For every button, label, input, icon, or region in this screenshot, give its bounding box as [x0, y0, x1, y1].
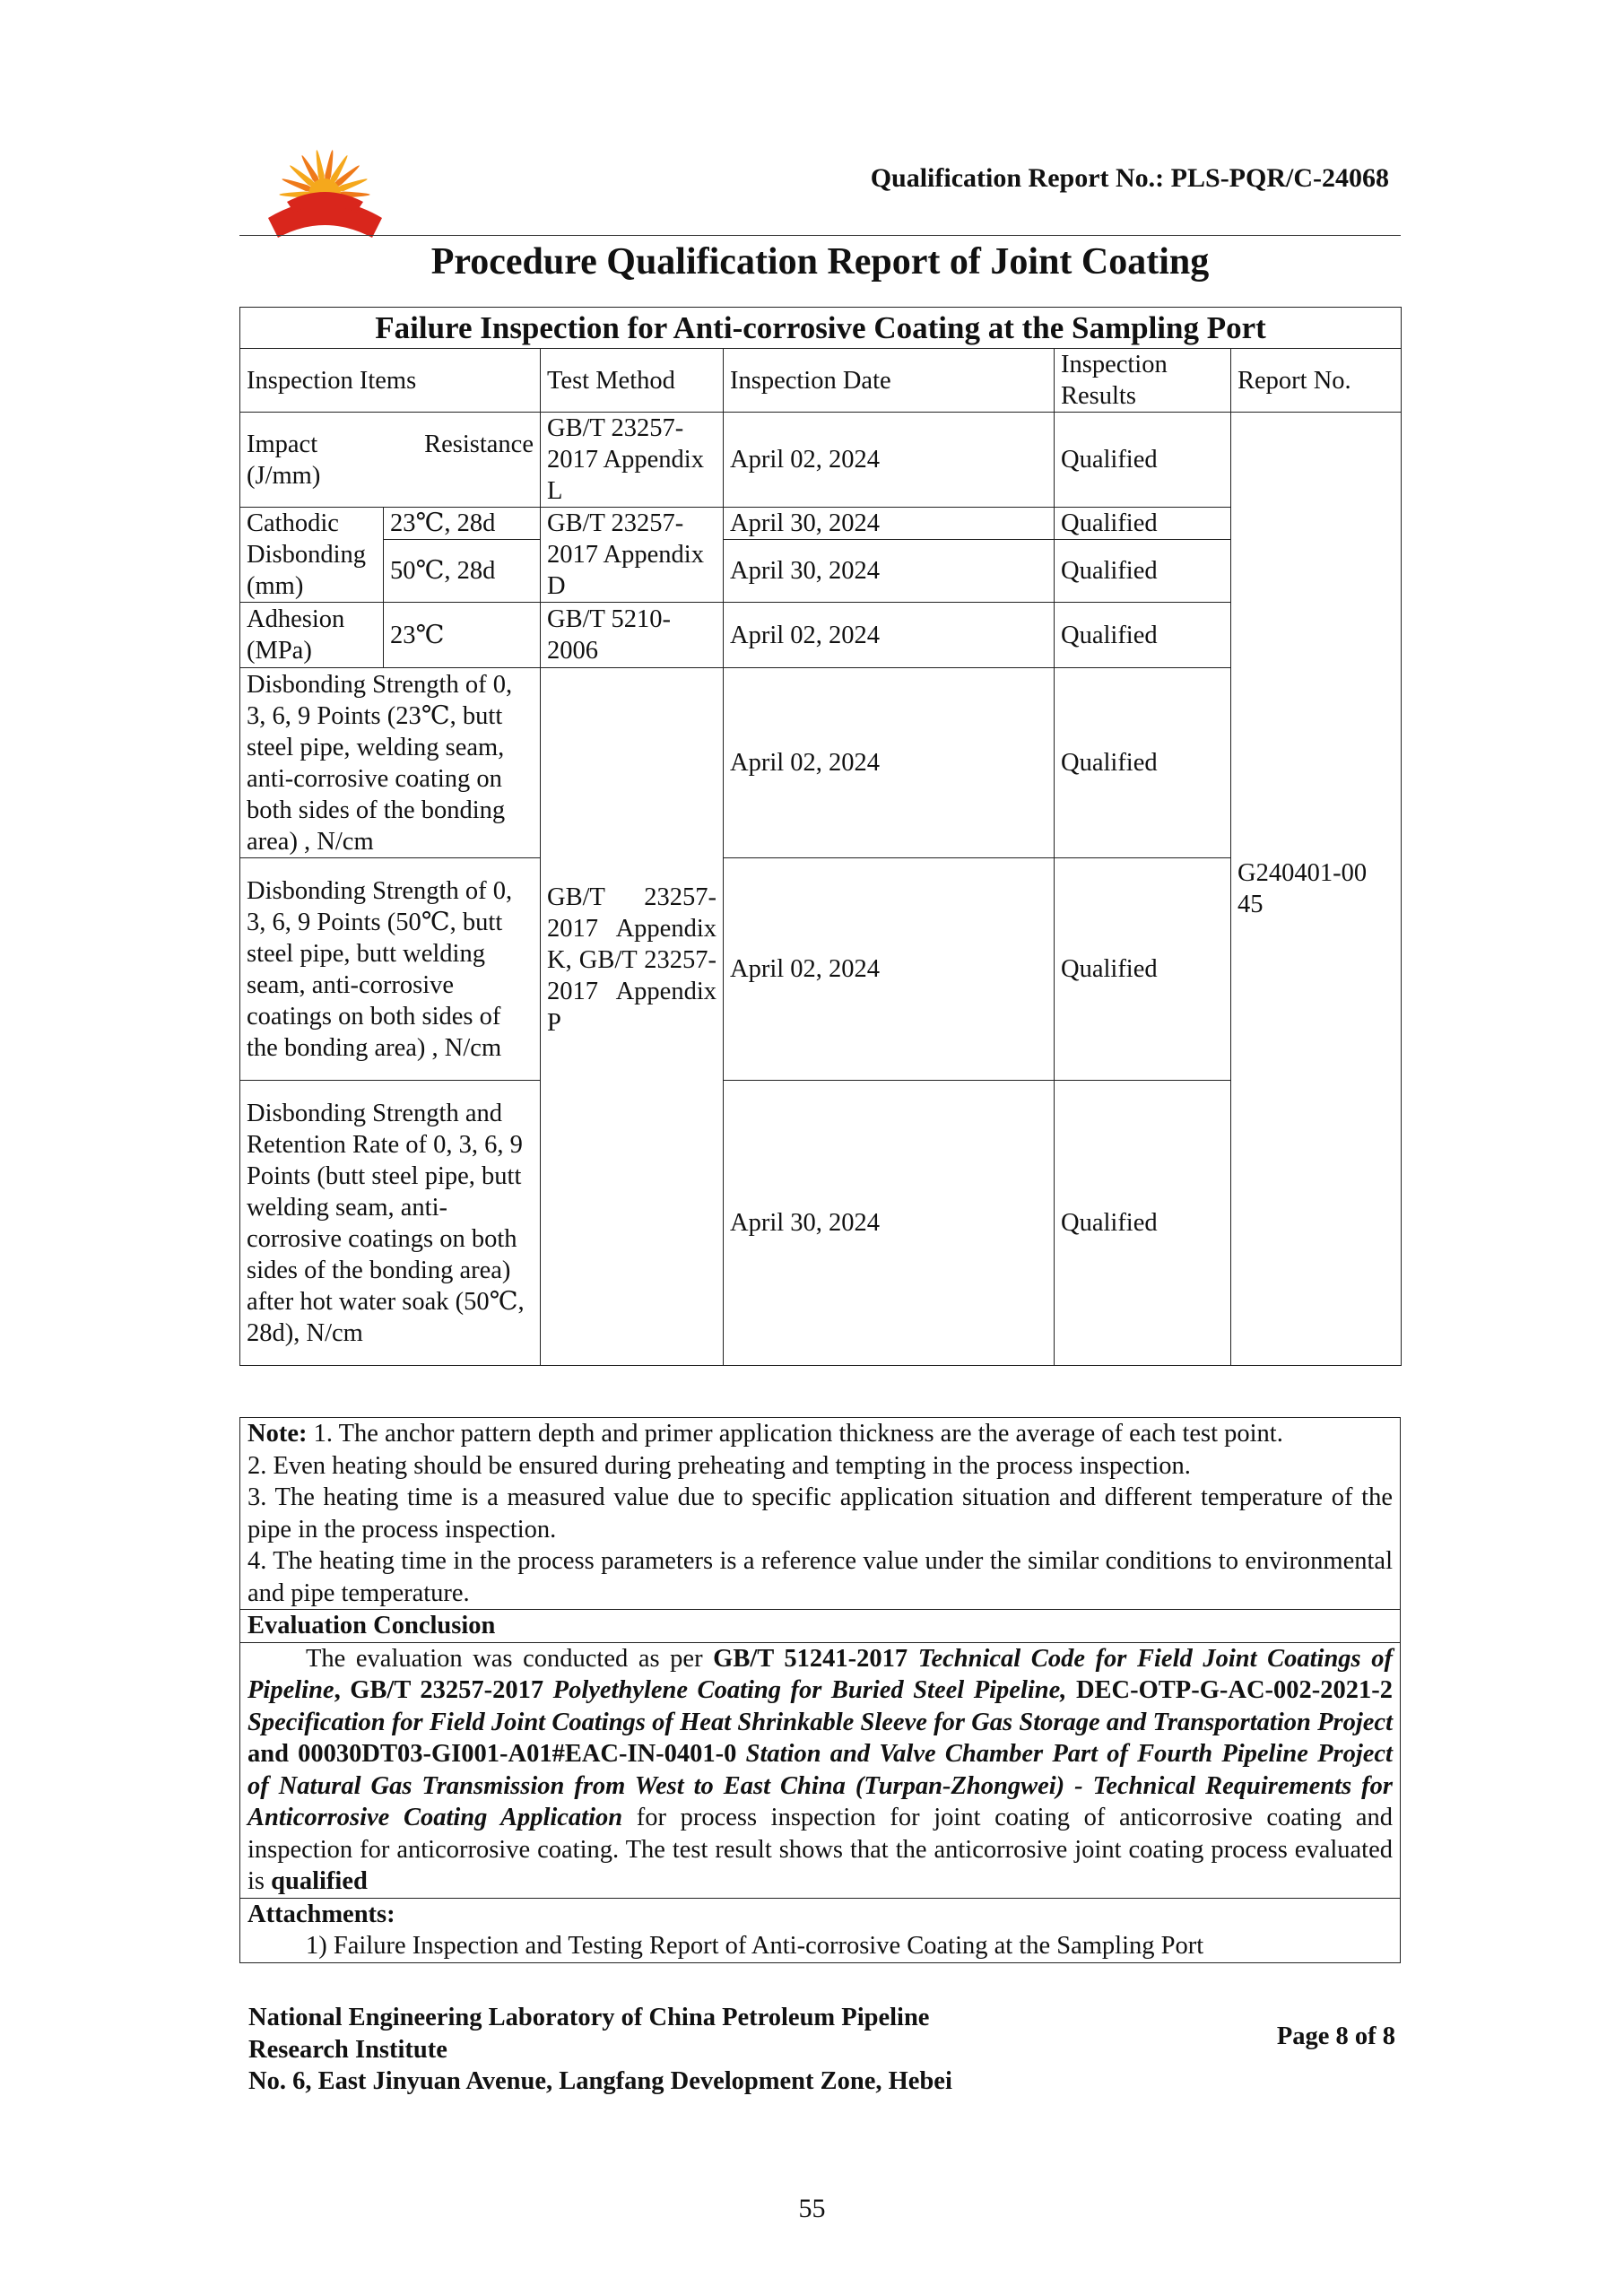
evaluation-conclusion-body: The evaluation was conducted as per GB/T 51241-2017 Technical Code for Field Joint Coatings of Pipeline, GB/T 23257-2017 Polyethylene Coating for Buried Steel Pipeline, DEC-OTP-G-AC-002-2021-2 Specification for Field Joint Coatings of Heat Shrinkable Sleeve for Gas Storage and Transportation Project and 00030DT03-GI001-A01#EAC-IN-0401-0 Station and Valve Chamber Part of Fourth Pipeline Project of Natural Gas Transmission from West to East China (Turpan-Zhongwei) - Technical Requirements for Anticorrosive Coating Application for process inspection for joint coating of anticorrosive coating and inspection for anticorrosive coating. The test result shows that the anticorrosive joint coating process evaluated is qualified	[240, 1643, 1400, 1899]
page-of-label: Page 8 of 8	[1276, 2022, 1395, 2050]
evaluation-title-row	[240, 1610, 1400, 1643]
result-disbonding-23: Qualified	[1055, 668, 1231, 858]
attachments-title: Attachments:	[248, 1900, 395, 1928]
date-cathodic-23: April 30, 2024	[724, 508, 1055, 540]
footer-address	[248, 2002, 952, 2098]
header-inspection-items: Inspection Items	[240, 349, 541, 413]
attachments-section	[240, 1899, 1400, 1962]
notes-section	[240, 1418, 1400, 1610]
evaluation-conclusion-title: Evaluation Conclusion	[248, 1612, 496, 1639]
date-cathodic-50: April 30, 2024	[724, 540, 1055, 603]
note-3: 3. The heating time is a measured value due to specific application situation and different temperature of the pipe in the process inspection.	[248, 1483, 1393, 1544]
document-title: Procedure Qualification Report of Joint Coating	[430, 241, 1210, 283]
item-disbonding-50: Disbonding Strength of 0, 3, 6, 9 Points (50℃, butt steel pipe, butt welding seam, anti-corrosive coatings on both sides of the bonding area) , N/cm	[240, 858, 541, 1081]
report-number-cell: G240401-00 45	[1231, 413, 1402, 1366]
result-adhesion: Qualified	[1055, 603, 1231, 668]
item-adhesion: Adhesion (MPa)	[240, 603, 384, 668]
report-number: Qualification Report No.: PLS-PQR/C-24068	[870, 163, 1389, 193]
date-disbonding-50: April 02, 2024	[724, 858, 1055, 1081]
method-cathodic: GB/T 23257-2017 Appendix D	[541, 508, 724, 603]
cnpc-logo-icon	[256, 112, 395, 242]
method-impact: GB/T 23257-2017 Appendix L	[541, 413, 724, 508]
inspection-table	[239, 307, 1402, 1366]
table-caption: Failure Inspection for Anti-corrosive Coating at the Sampling Port	[240, 308, 1402, 349]
item-impact-resistance: Impact Resistance (J/mm)	[240, 413, 541, 508]
result-disbonding-50: Qualified	[1055, 858, 1231, 1081]
footer-line-3: No. 6, East Jinyuan Avenue, Langfang Development Zone, Hebei	[248, 2067, 952, 2095]
cond-adhesion: 23℃	[384, 603, 541, 668]
method-disbonding: GB/T 23257-2017 Appendix K, GB/T 23257-2017 Appendix P	[541, 668, 724, 1366]
note-2: 2. Even heating should be ensured during preheating and tempting in the process inspection.	[248, 1451, 1191, 1480]
cond-cathodic-23: 23℃, 28d	[384, 508, 541, 540]
notes-box	[239, 1417, 1401, 1963]
date-adhesion: April 02, 2024	[724, 603, 1055, 668]
attachment-item-1: 1) Failure Inspection and Testing Report of Anti-corrosive Coating at the Sampling Port	[306, 1932, 1204, 1960]
notes-label: Note:	[248, 1420, 308, 1448]
page-number: 55	[798, 2194, 826, 2223]
header-inspection-results: Inspection Results	[1055, 349, 1231, 413]
method-adhesion: GB/T 5210-2006	[541, 603, 724, 668]
note-4: 4. The heating time in the process parameters is a reference value under the similar conditions to environmental and pipe temperature.	[248, 1547, 1393, 1607]
footer-line-2: Research Institute	[248, 2035, 447, 2064]
header-inspection-date: Inspection Date	[724, 349, 1055, 413]
item-disbonding-23: Disbonding Strength of 0, 3, 6, 9 Points (23℃, butt steel pipe, welding seam, anti-corrosive coating on both sides of the bonding area) , N/cm	[240, 668, 541, 858]
date-disbonding-23: April 02, 2024	[724, 668, 1055, 858]
item-cathodic-disbonding: Cathodic Disbonding (mm)	[240, 508, 384, 603]
footer-line-1: National Engineering Laboratory of China Petroleum Pipeline	[248, 2004, 930, 2031]
result-disbonding-retention: Qualified	[1055, 1081, 1231, 1366]
header-test-method: Test Method	[541, 349, 724, 413]
cond-cathodic-50: 50℃, 28d	[384, 540, 541, 603]
item-disbonding-retention: Disbonding Strength and Retention Rate of 0, 3, 6, 9 Points (butt steel pipe, butt welding seam, anti-corrosive coatings on both sides of the bonding area) after hot water soak (50℃, 28d), N/cm	[240, 1081, 541, 1366]
result-impact: Qualified	[1055, 413, 1231, 508]
date-disbonding-retention: April 30, 2024	[724, 1081, 1055, 1366]
result-cathodic-50: Qualified	[1055, 540, 1231, 603]
result-cathodic-23: Qualified	[1055, 508, 1231, 540]
note-1: 1. The anchor pattern depth and primer application thickness are the average of each test point.	[307, 1420, 1283, 1448]
date-impact: April 02, 2024	[724, 413, 1055, 508]
header-divider	[239, 235, 1401, 236]
header-report-no: Report No.	[1231, 349, 1402, 413]
